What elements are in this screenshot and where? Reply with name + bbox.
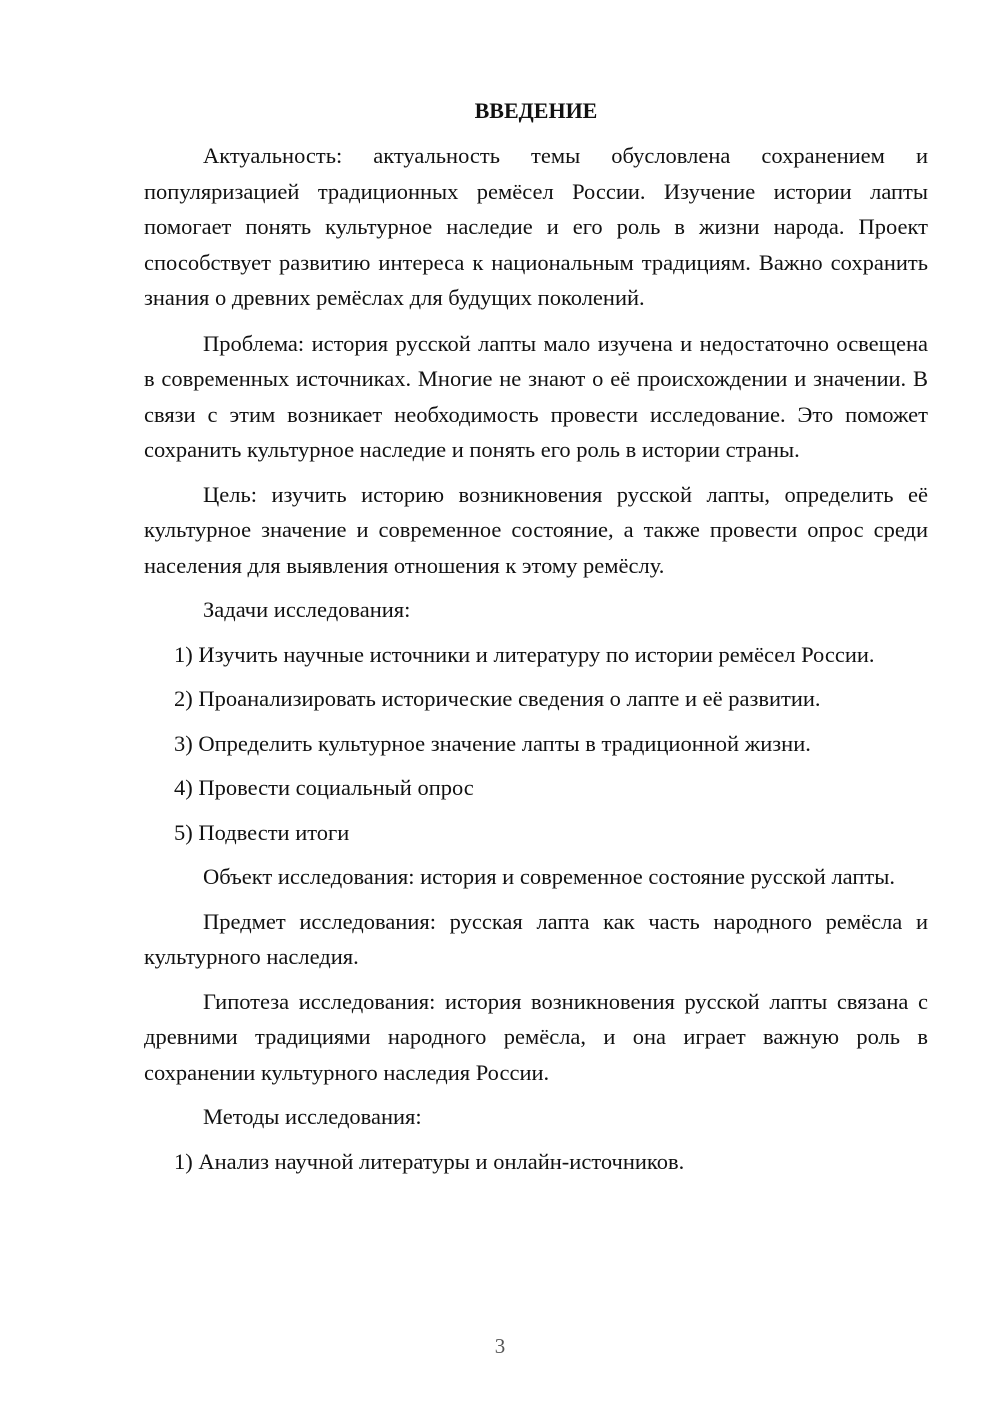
section-title: ВВЕДЕНИЕ (474, 98, 598, 123)
page-number: 3 (494, 1334, 506, 1358)
paragraph-tasks-heading: Задачи исследования: (203, 597, 411, 622)
paragraph-methods-heading: Методы исследования: (203, 1104, 422, 1129)
paragraph-object: Объект исследования: история и современное состояние русской лапты. (203, 864, 895, 889)
paragraph-hypothesis: Гипотеза исследования: история возникновения русской лапты связана с древними традициями народного ремёсла, и она играет важную роль в сохранении культурного наследия России. (144, 988, 928, 1085)
list-item-task-1: 1) Изучить научные источники и литературу по истории ремёсел России. (174, 641, 875, 667)
document-page (144, 96, 928, 1179)
list-item-task-3: 3) Определить культурное значение лапты в традиционной жизни. (174, 730, 811, 756)
paragraph-goal: Цель: изучить историю возникновения русской лапты, определить её культурное значение и современное состояние, а также провести опрос среди населения для выявления отношения к этому ремёслу. (144, 481, 928, 578)
list-item-task-4: 4) Провести социальный опрос (174, 775, 474, 800)
paragraph-subject: Предмет исследования: русская лапта как часть народного ремёсла и культурного наследия. (144, 908, 928, 969)
list-item-method-1: 1) Анализ научной литературы и онлайн-источников. (174, 1148, 685, 1174)
list-item-task-2: 2) Проанализировать исторические сведения о лапте и её развитии. (174, 686, 821, 711)
paragraph-relevance: Актуальность: актуальность темы обусловлена сохранением и популяризацией традиционных ремёсел России. Изучение истории лапты помогает понять культурное наследие и его роль в жизни народа. Проект способствует развитию интереса к национальным традициям. Важно сохранить знания о древних ремёслах для будущих поколений. (144, 143, 928, 310)
paragraph-problem: Проблема: история русской лапты мало изучена и недостаточно освещена в современных источниках. Многие не знают о её происхождении и значении. В связи с этим возникает необходимость провести исследование. Это поможет сохранить культурное наследие и понять его роль в истории страны. (144, 330, 928, 462)
list-item-task-5: 5) Подвести итоги (174, 819, 350, 845)
